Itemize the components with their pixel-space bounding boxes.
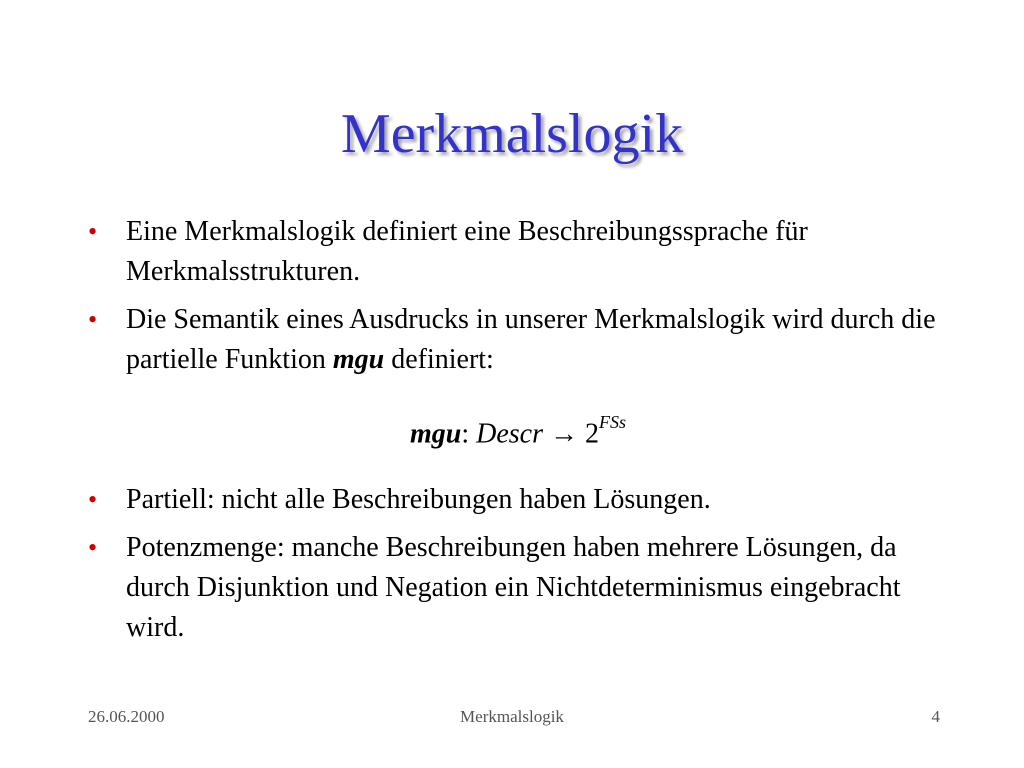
bullet-item [88, 528, 948, 648]
bullet-icon: • [88, 533, 98, 563]
bullet-icon: • [88, 217, 98, 246]
bullet-item [88, 480, 948, 520]
formula-colon: : [461, 418, 470, 450]
footer-date: 26.06.2000 [88, 707, 165, 726]
formula-domain: Descr [476, 418, 543, 450]
bullet-text: Eine Merkmalslogik definiert eine Beschreibungssprache für Merkmalsstrukturen. [126, 216, 808, 287]
formula [88, 406, 948, 454]
bullet-icon: • [88, 485, 98, 515]
formula-exponent: FSs [599, 412, 626, 432]
bullet-item [88, 212, 948, 292]
formula-arrow: → [550, 418, 578, 450]
formula-base: 2 [585, 418, 599, 450]
bullet-text: Partiell: nicht alle Beschreibungen haben Lösungen. [126, 484, 711, 516]
slide-title: Merkmalslogik [340, 103, 684, 165]
bullet-list-bottom [88, 480, 948, 648]
bullet-keyword: mgu [332, 344, 385, 375]
footer-title: Merkmalslogik [460, 707, 564, 726]
formula-function: mgu [409, 418, 462, 450]
bullet-list-top [88, 212, 948, 380]
bullet-text-after: definiert: [384, 344, 494, 375]
slide-body [88, 212, 948, 656]
footer-page-number: 4 [931, 707, 940, 726]
bullet-text: Potenzmenge: manche Beschreibungen haben mehrere Lösungen, da durch Disjunktion und Negation ein Nichtdeterminismus eingebracht wird. [126, 532, 901, 644]
bullet-item [88, 300, 948, 380]
bullet-icon: • [88, 305, 98, 334]
bullet-text-before: Die Semantik eines Ausdrucks in unserer Merkmalslogik wird durch die partielle Funktion [126, 304, 936, 375]
